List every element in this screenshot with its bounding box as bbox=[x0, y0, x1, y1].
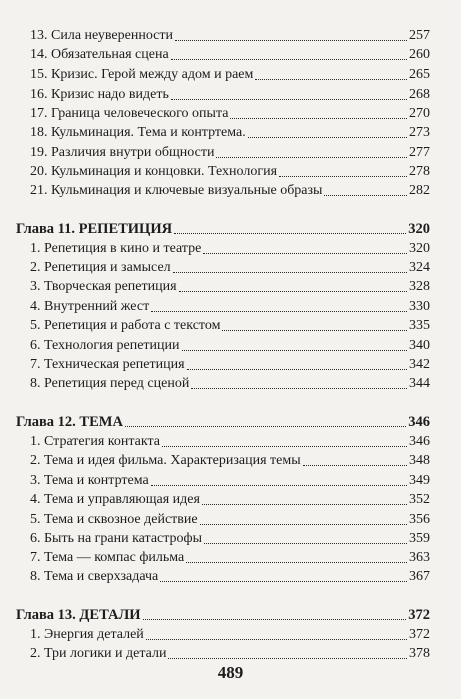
toc-entry-title: 16. Кризис надо видеть bbox=[30, 87, 169, 102]
dot-leader bbox=[179, 291, 407, 292]
toc-entry-title: 4. Внутренний жест bbox=[30, 299, 150, 314]
dot-leader bbox=[187, 369, 407, 370]
toc-entry-page: 320 bbox=[409, 241, 430, 256]
toc-entry bbox=[30, 492, 430, 508]
toc-entry bbox=[30, 67, 430, 83]
dot-leader bbox=[125, 426, 406, 427]
toc-entry-title: 18. Кульминация. Тема и контртема. bbox=[30, 125, 246, 140]
page-number: 489 bbox=[217, 663, 244, 682]
toc-entry bbox=[30, 47, 430, 63]
toc-entry-page: 363 bbox=[409, 550, 430, 565]
toc-entry-page: 257 bbox=[409, 28, 430, 43]
toc-entry-title: 21. Кульминация и ключевые визуальные образы bbox=[30, 183, 323, 198]
toc-entry-page: 378 bbox=[409, 646, 430, 661]
toc-entry-title: 1. Репетиция в кино и театре bbox=[30, 241, 202, 256]
toc-entry-page: 340 bbox=[409, 338, 430, 353]
toc-entry-page: 346 bbox=[409, 434, 430, 449]
toc-entry bbox=[30, 512, 430, 528]
dot-leader bbox=[248, 137, 407, 138]
toc-entry-page: 270 bbox=[409, 106, 430, 121]
toc-entry-page: 273 bbox=[409, 125, 430, 140]
toc-entry bbox=[30, 473, 430, 489]
toc-entry-page: 342 bbox=[409, 357, 430, 372]
toc-entry-title: 5. Тема и сквозное действие bbox=[30, 512, 198, 527]
toc-entry bbox=[30, 338, 430, 354]
toc-entry-page: 268 bbox=[409, 87, 430, 102]
toc-entry-page: 349 bbox=[409, 473, 430, 488]
toc-entry bbox=[30, 357, 430, 373]
dot-leader bbox=[151, 311, 407, 312]
toc-entry bbox=[30, 28, 430, 44]
dot-leader bbox=[191, 388, 407, 389]
toc-entry bbox=[30, 318, 430, 334]
toc-entry-page: 265 bbox=[409, 67, 430, 82]
toc-entry bbox=[30, 279, 430, 295]
chapter-page: 346 bbox=[408, 414, 430, 430]
toc-entry-page: 367 bbox=[409, 569, 430, 584]
dot-leader bbox=[279, 176, 407, 177]
toc-entry-title: 2. Тема и идея фильма. Характеризация темы bbox=[30, 453, 301, 468]
toc-entry bbox=[30, 299, 430, 315]
dot-leader bbox=[174, 233, 406, 234]
toc-entry-title: 13. Сила неуверенности bbox=[30, 28, 174, 43]
dot-leader bbox=[324, 195, 407, 196]
toc-entry-page: 282 bbox=[409, 183, 430, 198]
toc-entry-title: 5. Репетиция и работа с текстом bbox=[30, 318, 221, 333]
dot-leader bbox=[171, 99, 407, 100]
toc-entry bbox=[30, 241, 430, 257]
toc-entry-page: 335 bbox=[409, 318, 430, 333]
toc-entry bbox=[30, 145, 430, 161]
chapter-page: 372 bbox=[408, 607, 430, 623]
toc-entry-page: 278 bbox=[409, 164, 430, 179]
toc-entry-page: 277 bbox=[409, 145, 430, 160]
toc-entry-title: 3. Творческая репетиция bbox=[30, 279, 177, 294]
toc-entry bbox=[30, 453, 430, 469]
dot-leader bbox=[162, 446, 407, 447]
dot-leader bbox=[186, 562, 407, 563]
toc-entry bbox=[30, 106, 430, 122]
toc-entry-page: 352 bbox=[409, 492, 430, 507]
dot-leader bbox=[160, 581, 407, 582]
toc-entry-page: 344 bbox=[409, 376, 430, 391]
dot-leader bbox=[171, 59, 407, 60]
dot-leader bbox=[200, 524, 407, 525]
toc-entry-title: 15. Кризис. Герой между адом и раем bbox=[30, 67, 254, 82]
chapter-title: Глава 11. РЕПЕТИЦИЯ bbox=[16, 221, 173, 237]
toc-entry-page: 330 bbox=[409, 299, 430, 314]
toc-entry-title: 19. Различия внутри общности bbox=[30, 145, 215, 160]
toc-entry-title: 8. Репетиция перед сценой bbox=[30, 376, 190, 391]
dot-leader bbox=[204, 543, 407, 544]
chapter-page: 320 bbox=[408, 221, 430, 237]
toc-entry bbox=[30, 434, 430, 450]
toc-entry bbox=[30, 87, 430, 103]
toc-entry-title: 14. Обязательная сцена bbox=[30, 47, 169, 62]
toc-entry bbox=[30, 569, 430, 585]
toc-entry-title: 3. Тема и контртема bbox=[30, 473, 149, 488]
toc-entry-title: 2. Три логики и детали bbox=[30, 646, 167, 661]
chapter-title: Глава 12. ТЕМА bbox=[16, 414, 123, 430]
chapter-heading bbox=[16, 607, 430, 623]
dot-leader bbox=[222, 330, 407, 331]
toc-entry bbox=[30, 376, 430, 392]
dot-leader bbox=[151, 485, 407, 486]
toc-entry bbox=[30, 183, 430, 199]
toc-entry-page: 359 bbox=[409, 531, 430, 546]
toc-entry-title: 7. Техническая репетиция bbox=[30, 357, 185, 372]
toc-entry-title: 6. Технология репетиции bbox=[30, 338, 180, 353]
chapter-heading bbox=[16, 414, 430, 430]
toc-entry-title: 17. Граница человеческого опыта bbox=[30, 106, 229, 121]
dot-leader bbox=[230, 118, 407, 119]
dot-leader bbox=[175, 40, 407, 41]
toc-entry-page: 372 bbox=[409, 627, 430, 642]
toc-entry-page: 356 bbox=[409, 512, 430, 527]
toc-entry-title: 20. Кульминация и концовки. Технология bbox=[30, 164, 278, 179]
dot-leader bbox=[255, 79, 407, 80]
dot-leader bbox=[202, 504, 407, 505]
toc-entry-title: 4. Тема и управляющая идея bbox=[30, 492, 200, 507]
toc-entry bbox=[30, 164, 430, 180]
toc-entry-page: 328 bbox=[409, 279, 430, 294]
toc-entry bbox=[30, 550, 430, 566]
toc-entry bbox=[30, 531, 430, 547]
toc-entry-title: 2. Репетиция и замысел bbox=[30, 260, 171, 275]
toc-entry bbox=[30, 646, 430, 662]
chapter-heading bbox=[16, 221, 430, 237]
dot-leader bbox=[303, 465, 407, 466]
toc-entry bbox=[30, 125, 430, 141]
toc-entry-title: 6. Быть на грани катастрофы bbox=[30, 531, 203, 546]
toc-entry bbox=[30, 627, 430, 643]
toc-entry-title: 1. Стратегия контакта bbox=[30, 434, 161, 449]
toc-entry-page: 324 bbox=[409, 260, 430, 275]
toc-entry-title: 8. Тема и сверхзадача bbox=[30, 569, 159, 584]
chapter-title: Глава 13. ДЕТАЛИ bbox=[16, 607, 141, 623]
dot-leader bbox=[182, 350, 407, 351]
dot-leader bbox=[173, 272, 407, 273]
toc-entry bbox=[30, 260, 430, 276]
dot-leader bbox=[143, 619, 407, 620]
toc-entry-title: 7. Тема — компас фильма bbox=[30, 550, 185, 565]
dot-leader bbox=[168, 658, 407, 659]
dot-leader bbox=[146, 639, 407, 640]
toc-entry-page: 260 bbox=[409, 47, 430, 62]
dot-leader bbox=[216, 157, 407, 158]
toc-entry-title: 1. Энергия деталей bbox=[30, 627, 144, 642]
toc-entry-page: 348 bbox=[409, 453, 430, 468]
dot-leader bbox=[203, 253, 407, 254]
